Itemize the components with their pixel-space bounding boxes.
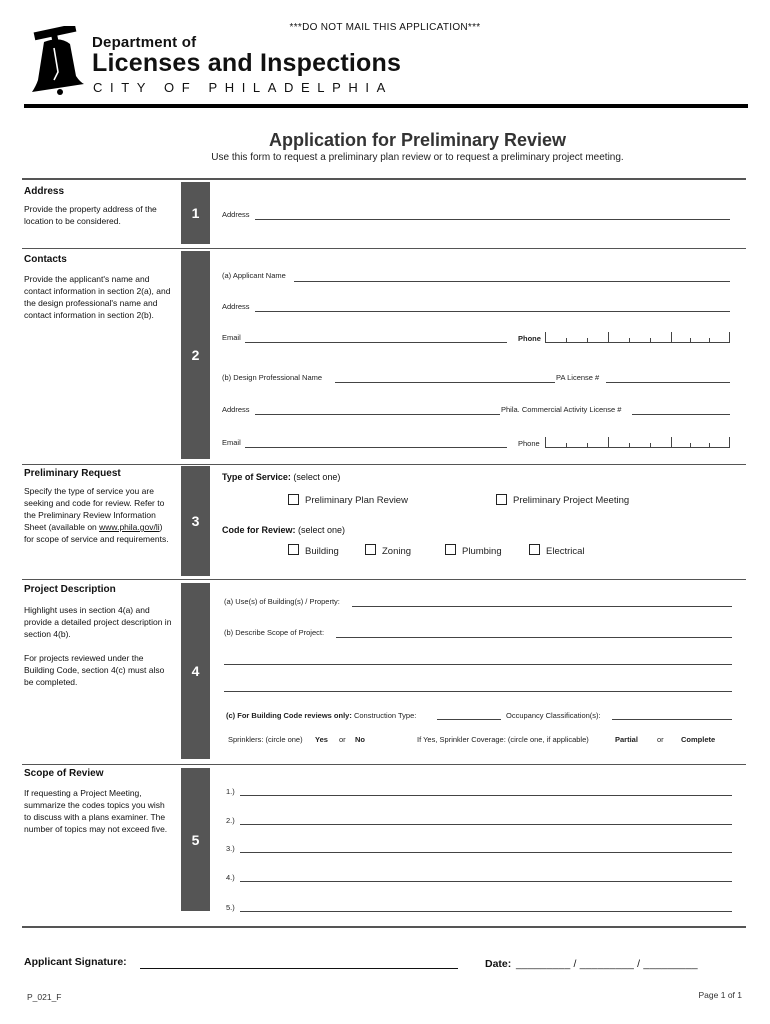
section-divider bbox=[22, 926, 746, 928]
sprinklers-yes[interactable]: Yes bbox=[315, 735, 328, 744]
section-2-title: Contacts bbox=[24, 254, 67, 265]
section-1-number: 1 bbox=[181, 182, 210, 244]
section-divider bbox=[22, 464, 746, 465]
tag-2b: (b) bbox=[222, 373, 232, 382]
applicant-name-text: Applicant Name bbox=[232, 271, 286, 280]
applicant-address-field[interactable] bbox=[255, 311, 730, 312]
topic-3-label: 3.) bbox=[226, 844, 235, 853]
header-divider bbox=[24, 104, 748, 108]
applicant-email-label: Email bbox=[222, 333, 241, 342]
topic-2-label: 2.) bbox=[226, 816, 235, 825]
applicant-signature-field[interactable] bbox=[140, 968, 458, 969]
tag-2a: (a) bbox=[222, 271, 232, 280]
uses-label bbox=[224, 597, 340, 606]
section-4-title: Project Description bbox=[24, 584, 116, 595]
section-5-title: Scope of Review bbox=[24, 768, 104, 779]
code-zoning-checkbox[interactable] bbox=[365, 544, 376, 555]
section-3-desc-end: ) for scope of service and requirements. bbox=[24, 522, 169, 544]
type-of-service-text: Type of Service: bbox=[222, 472, 291, 482]
sprinklers-no[interactable]: No bbox=[355, 735, 365, 744]
address-field[interactable] bbox=[255, 219, 730, 220]
uses-field[interactable] bbox=[352, 606, 732, 607]
building-code-label bbox=[226, 711, 416, 720]
section-2-desc: Provide the applicant's name and contact information in section 2(a), and the design professional's name and contact information in section 2(b). bbox=[24, 274, 171, 320]
uses-text: Use(s) of Building(s) / Property: bbox=[235, 597, 340, 606]
address-label: Address bbox=[222, 210, 250, 219]
section-3-number: 3 bbox=[181, 466, 210, 576]
phila-link[interactable]: www.phila.gov/li bbox=[99, 522, 160, 532]
coverage-complete[interactable]: Complete bbox=[681, 735, 716, 744]
topic-5-label: 5.) bbox=[226, 903, 235, 912]
design-professional-field[interactable] bbox=[335, 382, 555, 383]
section-2-number: 2 bbox=[181, 251, 210, 459]
code-plumbing-checkbox[interactable] bbox=[445, 544, 456, 555]
tag-4b: (b) bbox=[224, 628, 234, 637]
scope-text: Describe Scope of Project: bbox=[235, 628, 325, 637]
preliminary-project-meeting-label: Preliminary Project Meeting bbox=[513, 495, 630, 506]
section-3-desc-text: Specify the type of service you are seeking and code for review. Refer to the Preliminary Review Information Sheet (available on bbox=[24, 486, 165, 532]
coverage-partial[interactable]: Partial bbox=[615, 735, 638, 744]
commercial-license-field[interactable] bbox=[632, 414, 730, 415]
or-text: or bbox=[339, 735, 346, 744]
scope-field-line-2[interactable] bbox=[224, 664, 732, 665]
applicant-name-field[interactable] bbox=[294, 281, 730, 282]
date-field[interactable]: _________ / _________ / _________ bbox=[516, 958, 698, 970]
section-1-title: Address bbox=[24, 186, 65, 197]
preliminary-plan-review-label: Preliminary Plan Review bbox=[305, 495, 408, 506]
page-number: Page 1 of 1 bbox=[698, 990, 742, 1000]
coverage-label: If Yes, Sprinkler Coverage: (circle one, if applicable) bbox=[417, 735, 589, 744]
design-phone-field[interactable] bbox=[545, 437, 730, 448]
topic-3-field[interactable] bbox=[240, 852, 732, 853]
section-4-desc-1: Highlight uses in section 4(a) and provide a detailed project description in section 4(b). bbox=[24, 605, 172, 639]
dept-label: Department of bbox=[92, 34, 197, 51]
section-divider bbox=[22, 579, 746, 580]
applicant-address-label: Address bbox=[222, 302, 250, 311]
section-divider bbox=[22, 178, 746, 180]
section-3-title: Preliminary Request bbox=[24, 468, 121, 479]
section-1-desc: Provide the property address of the location to be considered. bbox=[24, 204, 157, 226]
code-electrical-checkbox[interactable] bbox=[529, 544, 540, 555]
design-email-label: Email bbox=[222, 438, 241, 447]
page-subtitle: Use this form to request a preliminary plan review or to request a preliminary project meeting. bbox=[211, 152, 624, 163]
section-divider bbox=[22, 248, 746, 249]
date-label: Date: bbox=[485, 958, 512, 970]
applicant-phone-field[interactable] bbox=[545, 332, 730, 343]
section-5-desc: If requesting a Project Meeting, summarize the codes topics you wish to discuss with a plans examiner. The number of topics may not exceed five. bbox=[24, 788, 168, 834]
applicant-signature-label: Applicant Signature: bbox=[24, 956, 127, 968]
building-code-text: (c) For Building Code reviews only: bbox=[226, 711, 352, 720]
section-3-desc bbox=[24, 485, 174, 545]
commercial-license-label: Phila. Commercial Activity License # bbox=[501, 405, 622, 414]
design-professional-text: Design Professional Name bbox=[233, 373, 323, 382]
code-building-checkbox[interactable] bbox=[288, 544, 299, 555]
code-building-label: Building bbox=[305, 546, 339, 557]
section-5-number: 5 bbox=[181, 768, 210, 911]
applicant-email-field[interactable] bbox=[245, 342, 507, 343]
topic-1-label: 1.) bbox=[226, 787, 235, 796]
section-4-desc-2: For projects reviewed under the Building Code, section 4(c) must also be completed. bbox=[24, 653, 165, 687]
design-professional-label bbox=[222, 373, 322, 382]
topic-5-field[interactable] bbox=[240, 911, 732, 912]
code-plumbing-label: Plumbing bbox=[462, 546, 502, 557]
applicant-name-label bbox=[222, 271, 286, 280]
code-for-review-label bbox=[222, 525, 345, 535]
construction-type-field[interactable] bbox=[437, 719, 501, 720]
code-zoning-label: Zoning bbox=[382, 546, 412, 557]
occupancy-label: Occupancy Classification(s): bbox=[506, 711, 601, 720]
design-email-field[interactable] bbox=[245, 447, 507, 448]
design-phone-label: Phone bbox=[518, 439, 540, 448]
construction-type-label: Construction Type: bbox=[353, 711, 417, 720]
page-title: Application for Preliminary Review bbox=[268, 130, 567, 150]
tag-4a: (a) bbox=[224, 597, 234, 606]
section-divider bbox=[22, 764, 746, 765]
form-id: P_021_F bbox=[27, 992, 62, 1002]
code-electrical-label: Electrical bbox=[546, 546, 585, 557]
scope-label bbox=[224, 628, 324, 637]
select-one-hint: (select one) bbox=[293, 472, 341, 482]
design-address-label: Address bbox=[222, 405, 250, 414]
sprinklers-label: Sprinklers: (circle one) bbox=[228, 735, 303, 744]
city-label: CITY OF PHILADELPHIA bbox=[93, 80, 393, 95]
preliminary-project-meeting-checkbox[interactable] bbox=[496, 494, 507, 505]
topic-1-field[interactable] bbox=[240, 795, 732, 796]
occupancy-field[interactable] bbox=[612, 719, 732, 720]
design-address-field[interactable] bbox=[255, 414, 500, 415]
scope-field-line-3[interactable] bbox=[224, 691, 732, 692]
pa-license-label: PA License # bbox=[556, 373, 600, 382]
liberty-bell-logo-icon bbox=[24, 26, 88, 96]
applicant-phone-label: Phone bbox=[518, 334, 541, 343]
scope-field[interactable] bbox=[336, 637, 732, 638]
select-one-hint: (select one) bbox=[298, 525, 346, 535]
do-not-mail-notice: ***DO NOT MAIL THIS APPLICATION*** bbox=[289, 22, 481, 33]
type-of-service-label bbox=[222, 472, 340, 482]
topic-2-field[interactable] bbox=[240, 824, 732, 825]
code-for-review-text: Code for Review: bbox=[222, 525, 296, 535]
pa-license-field[interactable] bbox=[606, 382, 730, 383]
or-text: or bbox=[657, 735, 664, 744]
agency-name: Licenses and Inspections bbox=[92, 49, 402, 77]
section-4-number: 4 bbox=[181, 583, 210, 759]
topic-4-field[interactable] bbox=[240, 881, 732, 882]
topic-4-label: 4.) bbox=[226, 873, 235, 882]
preliminary-plan-review-checkbox[interactable] bbox=[288, 494, 299, 505]
